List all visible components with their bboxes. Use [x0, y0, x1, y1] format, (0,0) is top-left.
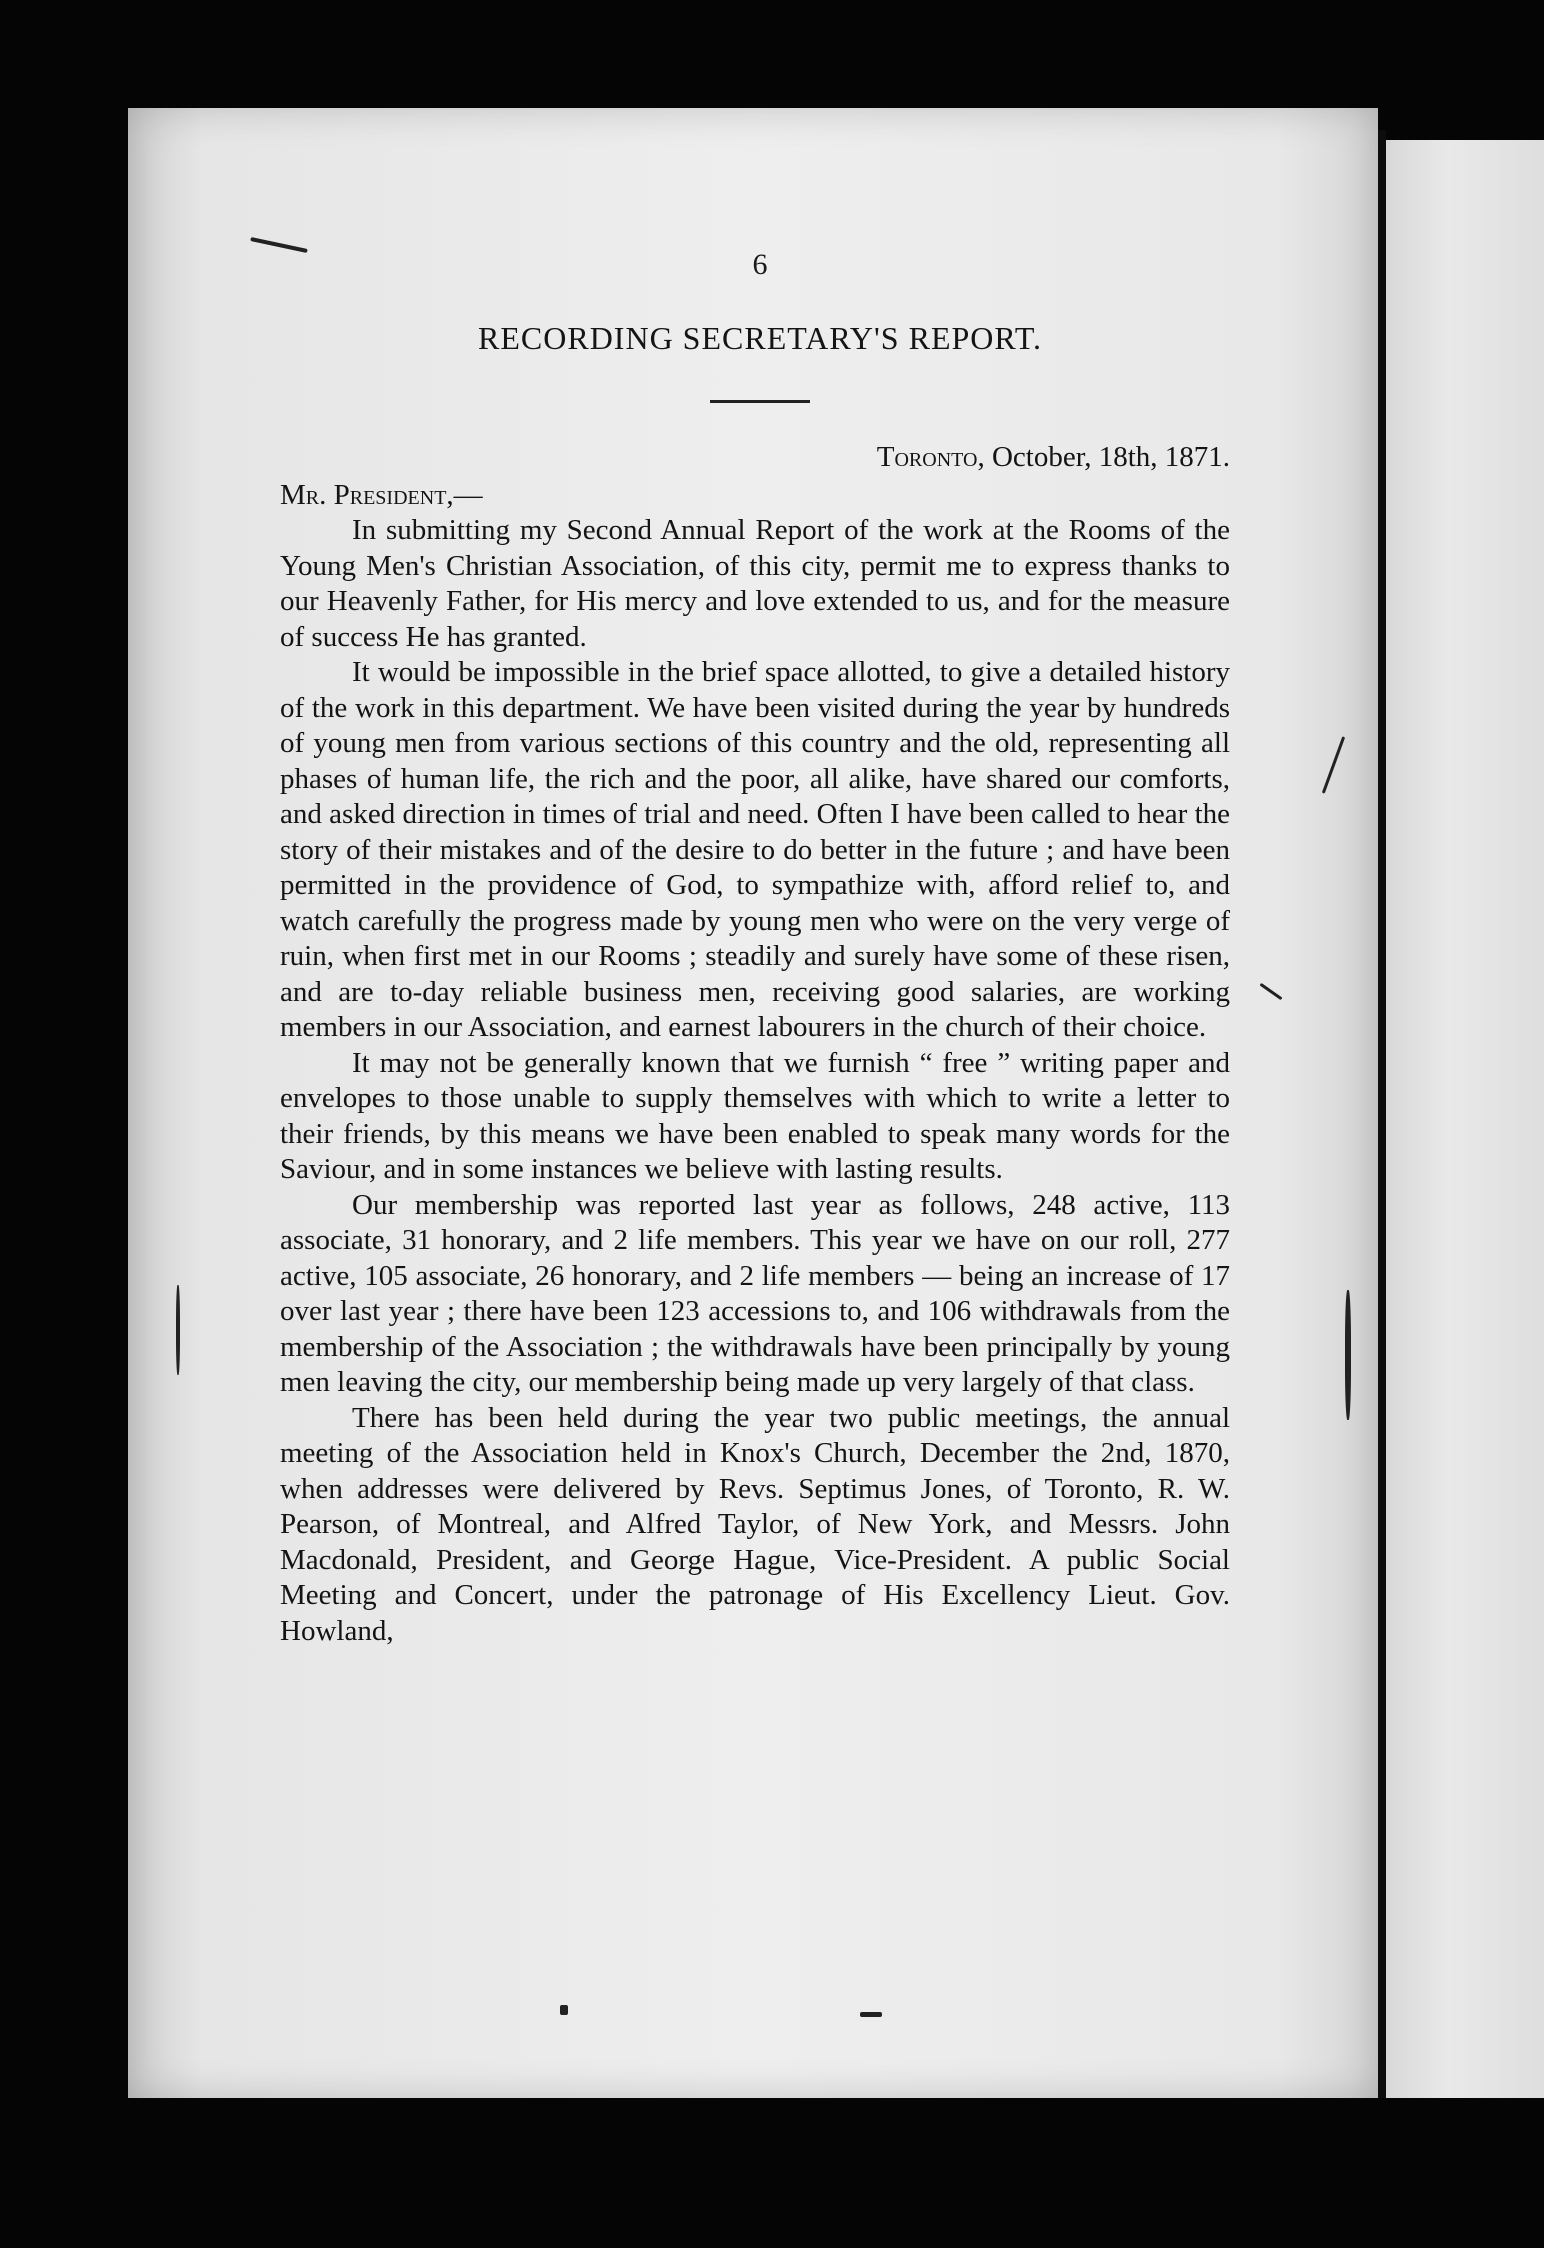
- paragraph: Our membership was reported last year as follows, 248 active, 113 associate, 31 honorary, and 2 life members. This year we have on our roll, 277 active, 105 associate, 26 honorary, and 2 life members — being an increase of 17 over last year ; there have been 123 accessions to, and 106 withdrawals from the membership of the Association ; the withdrawals have been principally by young men leaving the city, our membership being made up very largely of that class.: [280, 1188, 1230, 1398]
- scan-mark: [560, 2005, 568, 2015]
- scan-mark: [1345, 1290, 1351, 1420]
- dateline: [280, 440, 1230, 476]
- heading-rule: [710, 400, 810, 403]
- page-number: 6: [752, 248, 768, 281]
- paragraph: In submitting my Second Annual Report of the work at the Rooms of the Young Men's Christian Association, of this city, permit me to express thanks to our Heavenly Father, for His mercy and love extended to us, and for the measure of success He has granted.: [280, 514, 1230, 653]
- dateline-place: Toronto: [876, 441, 978, 473]
- page-gutter: [1378, 130, 1386, 2098]
- paragraph: There has been held during the year two public meetings, the annual meeting of the Association held in Knox's Church, December the 2nd, 1870, when addresses were delivered by Revs. Septimus Jones, of Toronto, R. W. Pearson, of Montreal, and Alfred Taylor, of New York, and Messrs. John Macdonald, President, and George Hague, Vice-President. A public Social Meeting and Concert, under the patronage of His Excellency Lieut. Gov. Howland,: [280, 1401, 1230, 1647]
- dateline-date: , October, 18th, 1871.: [977, 441, 1230, 473]
- adjacent-page-edge: [1386, 140, 1544, 2098]
- page-heading: RECORDING SECRETARY'S REPORT.: [478, 320, 1042, 356]
- scan-mark: [860, 2012, 882, 2017]
- scan-mark: [176, 1285, 180, 1375]
- paragraph: It may not be generally known that we furnish “ free ” writing paper and envelopes to those unable to supply themselves with which to write a letter to their friends, by this means we have been enabled to speak many words for the Saviour, and in some instances we believe with lasting results.: [280, 1046, 1230, 1185]
- report-body: [280, 440, 1230, 1649]
- salutation: Mr. President,—: [280, 478, 483, 511]
- paragraph: It would be impossible in the brief space allotted, to give a detailed history of the work in this department. We have been visited during the year by hundreds of young men from various sections of this country and the old, representing all phases of human life, the rich and the poor, all alike, have shared our comforts, and asked direction in times of trial and need. Often I have been called to hear the story of their mistakes and of the desire to do better in the future ; and have been permitted in the providence of God, to sympathize with, afford relief to, and watch carefully the progress made by young men who were on the very verge of ruin, when first met in our Rooms ; steadily and surely have some of these risen, and are to-day reliable business men, receiving good salaries, are working members in our Association, and earnest labourers in the church of their choice.: [280, 656, 1230, 1043]
